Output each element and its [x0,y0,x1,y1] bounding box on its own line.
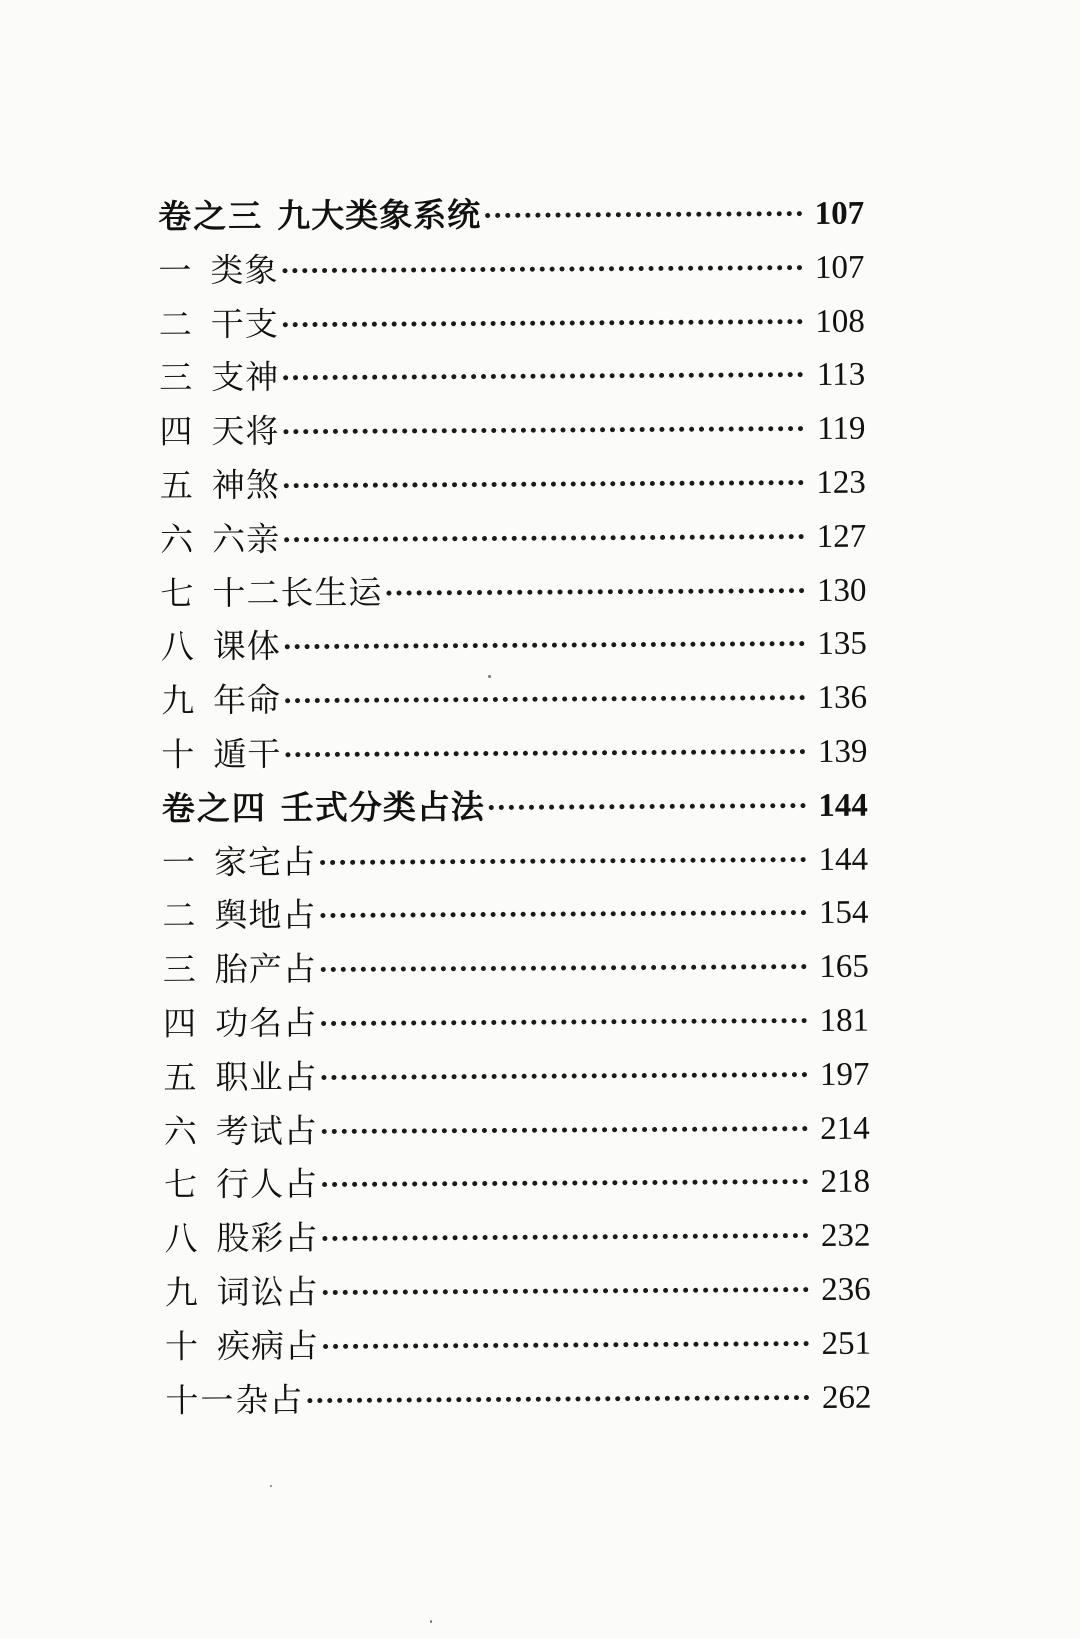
toc-entry-title: 年命 [212,680,282,720]
dot-leader [283,319,803,327]
toc-entry-number: 二 [158,304,194,344]
toc-entry-number: 五 [159,465,195,505]
dot-leader [320,857,806,865]
toc-entry [159,347,865,405]
toc-entry [165,1369,871,1427]
dot-leader [322,1126,808,1134]
toc-entry-number: 四 [159,411,195,452]
toc-entry-page-number: 154 [818,895,869,932]
toc-entry-page-number: 214 [820,1110,870,1147]
toc-entry-title: 词讼占 [216,1271,319,1312]
toc-entry-title: 天将 [211,411,280,451]
toc-entry-title: 十二长生运 [212,572,383,613]
toc-entry-title: 考试占 [215,1110,318,1151]
dot-leader [321,1072,807,1080]
dot-leader [284,480,804,488]
toc-entry-title: 壬式分类占法 [280,786,485,828]
scan-speck [488,675,491,678]
toc-entry-number: 六 [160,519,196,559]
toc-entry-number: 十 [164,1326,201,1366]
toc-entry-number: 三 [159,358,195,398]
toc-entry-title: 家宅占 [213,841,317,882]
toc-entry-page-number: 144 [818,841,869,878]
toc-entry-page-number: 113 [816,357,866,394]
toc-entry-page-number: 262 [821,1379,872,1416]
toc-entry-page-number: 139 [817,733,868,770]
toc-entry-number: 七 [160,573,196,613]
toc-entry-number: 八 [164,1218,200,1259]
toc-entry [163,993,869,1051]
dot-leader [322,1233,808,1241]
toc-entry-page-number: 136 [817,679,868,717]
toc-entry-page-number: 108 [815,303,865,340]
toc-entry-page-number: 119 [817,410,866,448]
toc-entry [164,1100,870,1158]
toc-entry-title: 杂占 [235,1379,304,1420]
toc-entry-number: 十一 [165,1380,236,1420]
toc-entry-page-number: 107 [814,195,865,232]
dot-leader [285,749,805,757]
toc-entry-number: 九 [164,1272,200,1312]
toc-entry-number: 卷之三 [158,196,264,236]
toc-entry-title: 股彩占 [216,1218,319,1258]
toc-entry-number: 十 [161,734,197,774]
toc-entry [164,1208,870,1266]
toc-entry-page-number: 165 [819,948,869,986]
scan-speck [270,1485,272,1487]
toc-entry-title: 功名占 [214,1002,318,1043]
toc-entry [164,1154,870,1212]
toc-entry-title: 舆地占 [214,895,317,936]
toc-entry-title: 神煞 [211,465,280,505]
toc-entry-number: 八 [160,627,196,667]
toc-entry-page-number: 218 [820,1164,871,1201]
toc-entry [159,401,865,459]
dot-leader [282,265,802,273]
toc-entry-title: 九大类象系统 [277,195,482,236]
dot-leader [283,372,803,380]
toc-entry [165,1262,871,1320]
toc-entry-number: 六 [163,1111,199,1151]
toc-entry-title: 职业占 [215,1056,318,1097]
dot-leader [285,695,805,703]
toc-entry-title: 干支 [210,303,279,344]
toc-entry-number: 五 [163,1057,199,1097]
toc-entry-page-number: 123 [816,464,866,501]
dot-leader [284,534,804,542]
toc-entry [161,670,867,728]
toc-entry-title: 课体 [212,626,281,667]
toc-entry-number: 三 [162,949,198,990]
toc-entry-number: 二 [162,896,198,936]
toc-volume-entry [162,777,868,835]
scan-speck [430,1620,432,1623]
toc-entry [160,508,866,566]
toc-entry-page-number: 181 [819,1002,870,1039]
toc-entry-page-number: 130 [816,572,867,609]
toc-entry-page-number: 236 [821,1271,871,1308]
toc-entry-page-number: 135 [817,626,867,663]
toc-entry [162,885,868,943]
toc-entry [161,616,867,674]
dot-leader [307,1395,809,1403]
toc-entry [161,724,867,782]
toc-entry-number: 九 [161,680,197,721]
toc-entry-title: 遁干 [213,734,282,774]
dot-leader [485,211,802,218]
toc-entry-title: 疾病占 [216,1325,320,1366]
dot-leader [321,1018,807,1026]
toc-volume-entry [158,186,864,244]
toc-entry-title: 类象 [210,250,279,290]
toc-entry [158,239,864,297]
dot-leader [285,641,805,649]
toc-entry-number: 七 [163,1165,200,1205]
toc-entry-title: 六亲 [212,519,281,559]
toc-entry [159,293,865,351]
toc-entry-number: 卷之四 [161,788,267,828]
toc-entry-page-number: 107 [814,249,865,286]
toc-entry [162,831,868,889]
dot-leader [489,803,806,810]
toc-entry-page-number: 251 [821,1325,872,1362]
toc-entry [163,1046,869,1104]
dot-leader [321,964,807,972]
toc-entry [160,455,866,513]
toc-entry-page-number: 144 [818,787,868,824]
dot-leader [320,910,806,918]
table-of-contents [158,186,872,1428]
dot-leader [283,426,803,434]
toc-entry-number: 一 [161,842,198,882]
toc-entry [165,1315,871,1373]
toc-entry-number: 四 [162,1003,199,1043]
toc-entry-title: 胎产占 [214,949,317,989]
toc-entry [160,562,866,620]
dot-leader [323,1287,809,1295]
dot-leader [386,588,804,596]
toc-entry-page-number: 197 [819,1056,870,1093]
toc-entry-page-number: 127 [816,518,867,555]
dot-leader [323,1341,809,1349]
toc-entry [163,939,869,997]
toc-entry-title: 支神 [211,357,280,398]
toc-entry-number: 一 [158,250,194,290]
toc-entry-page-number: 232 [820,1217,871,1255]
dot-leader [322,1179,808,1187]
toc-entry-title: 行人占 [215,1164,319,1205]
